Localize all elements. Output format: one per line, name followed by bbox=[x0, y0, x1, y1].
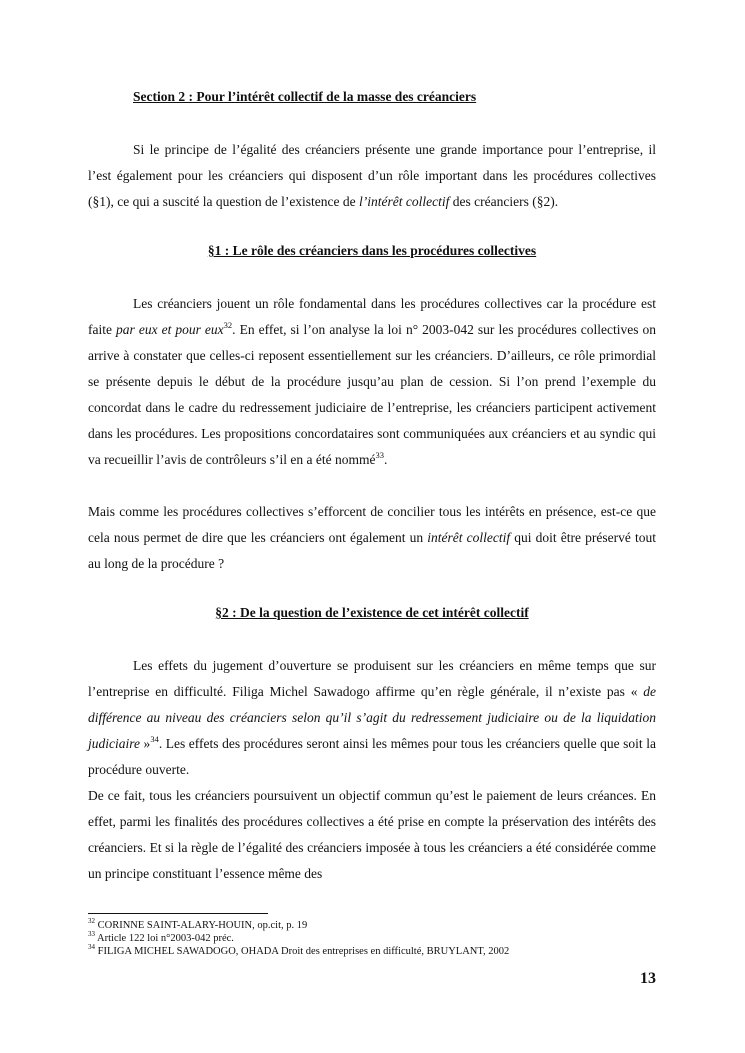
s2p1-italic-1: de différence au niveau des créanciers selon qu’il s’agit du redressement judiciaire ou de la liquidation judiciaire bbox=[88, 684, 656, 751]
s2p1-text-1: Les effets du jugement d’ouverture se produisent sur les créanciers en même temps que sur l’entreprise en difficulté. Filiga Michel Sawadogo affirme qu’en règle générale, il n’existe pas « bbox=[88, 658, 656, 699]
subsection-1-paragraph-1 bbox=[88, 291, 656, 473]
subsection-2-paragraph-2: De ce fait, tous les créanciers poursuivent un objectif commun qu’est le paiement de leurs créances. En effet, parmi les finalités des procédures collectives a été prise en compte la préservation des intérêts des créanciers. Et si la règle de l’égalité des créanciers imposée à tous les créanciers a été considérée comme un principe constituant l’essence même des bbox=[88, 788, 656, 881]
s1p2-text-2: qui doit être préservé tout au long de la procédure ? bbox=[88, 530, 656, 571]
subsection-2-title: §2 : De la question de l’existence de cet intérêt collectif bbox=[215, 605, 529, 620]
s1p1-text-1: Les créanciers jouent un rôle fondamental dans les procédures collectives car la procédure est faite bbox=[88, 296, 656, 337]
page-number: 13 bbox=[640, 970, 656, 987]
s1p1-text-2: . En effet, si l’on analyse la loi n° 2003-042 sur les procédures collectives on arrive à constater que celles-ci reposent essentiellement sur les créanciers. D’ailleurs, ce rôle primordial se présente depuis le début de la procédure jusqu’au plan de cession. Si l’on prend l’exemple du concordat dans le cadre du redressement judiciaire de l’entreprise, les créanciers participent activement dans les procédures. Les propositions concordataires sont communiquées aux créanciers et au syndic qui va recueillir l’avis de contrôleurs s’il en a été nommé bbox=[88, 322, 657, 467]
subsection-2-paragraph-1 bbox=[88, 653, 656, 783]
intro-paragraph bbox=[88, 137, 656, 215]
footnote-number: 32 bbox=[88, 916, 95, 925]
s1p2-text-1: Mais comme les procédures collectives s’efforcent de concilier tous les intérêts en présence, est-ce que cela nous permet de dire que les créanciers ont également un bbox=[88, 504, 656, 545]
footnote-text: CORINNE SAINT-ALARY-HOUIN, op.cit, p. 19 bbox=[95, 920, 308, 931]
footnote-text: FILIGA MICHEL SAWADOGO, OHADA Droit des entreprises en difficulté, BRUYLANT, 2002 bbox=[95, 946, 510, 957]
s1p2-italic-1: intérêt collectif bbox=[427, 530, 511, 545]
footnote-32 bbox=[88, 916, 656, 932]
s2p1-text-2: » bbox=[140, 736, 151, 751]
section-title: Section 2 : Pour l’intérêt collectif de la masse des créanciers bbox=[133, 89, 477, 104]
footnote-33 bbox=[88, 929, 656, 945]
intro-text-2: des créanciers (§2). bbox=[449, 194, 559, 209]
s1p1-text-3: . bbox=[384, 452, 388, 467]
footnotes bbox=[88, 916, 656, 958]
footnote-ref-34[interactable]: 34 bbox=[150, 733, 159, 744]
s1p1-italic-1: par eux et pour eux bbox=[116, 322, 224, 337]
intro-text-1: Si le principe de l’égalité des créanciers présente une grande importance pour l’entreprise, il l’est également pour les créanciers qui disposent d’un rôle important dans les procédures collectives (§1), ce qui a suscité la question de l’existence de bbox=[88, 142, 656, 209]
footnote-ref-33[interactable]: 33 bbox=[375, 449, 385, 460]
subsection-1-title: §1 : Le rôle des créanciers dans les procédures collectives bbox=[207, 243, 537, 258]
footnote-34 bbox=[88, 942, 656, 958]
subsection-1-paragraph-2 bbox=[88, 499, 656, 577]
intro-italic-1: l’intérêt collectif bbox=[359, 194, 450, 209]
footnote-separator bbox=[88, 913, 268, 914]
footnote-number: 34 bbox=[88, 942, 95, 951]
s2p1-text-3: . Les effets des procédures seront ainsi les mêmes pour tous les créanciers quelle que soit la procédure ouverte. bbox=[88, 736, 656, 777]
footnote-number: 33 bbox=[88, 929, 95, 938]
document-page bbox=[88, 0, 656, 1053]
footnote-ref-32[interactable]: 32 bbox=[223, 319, 233, 330]
footnote-text: Article 122 loi n°2003-042 préc. bbox=[95, 933, 234, 944]
